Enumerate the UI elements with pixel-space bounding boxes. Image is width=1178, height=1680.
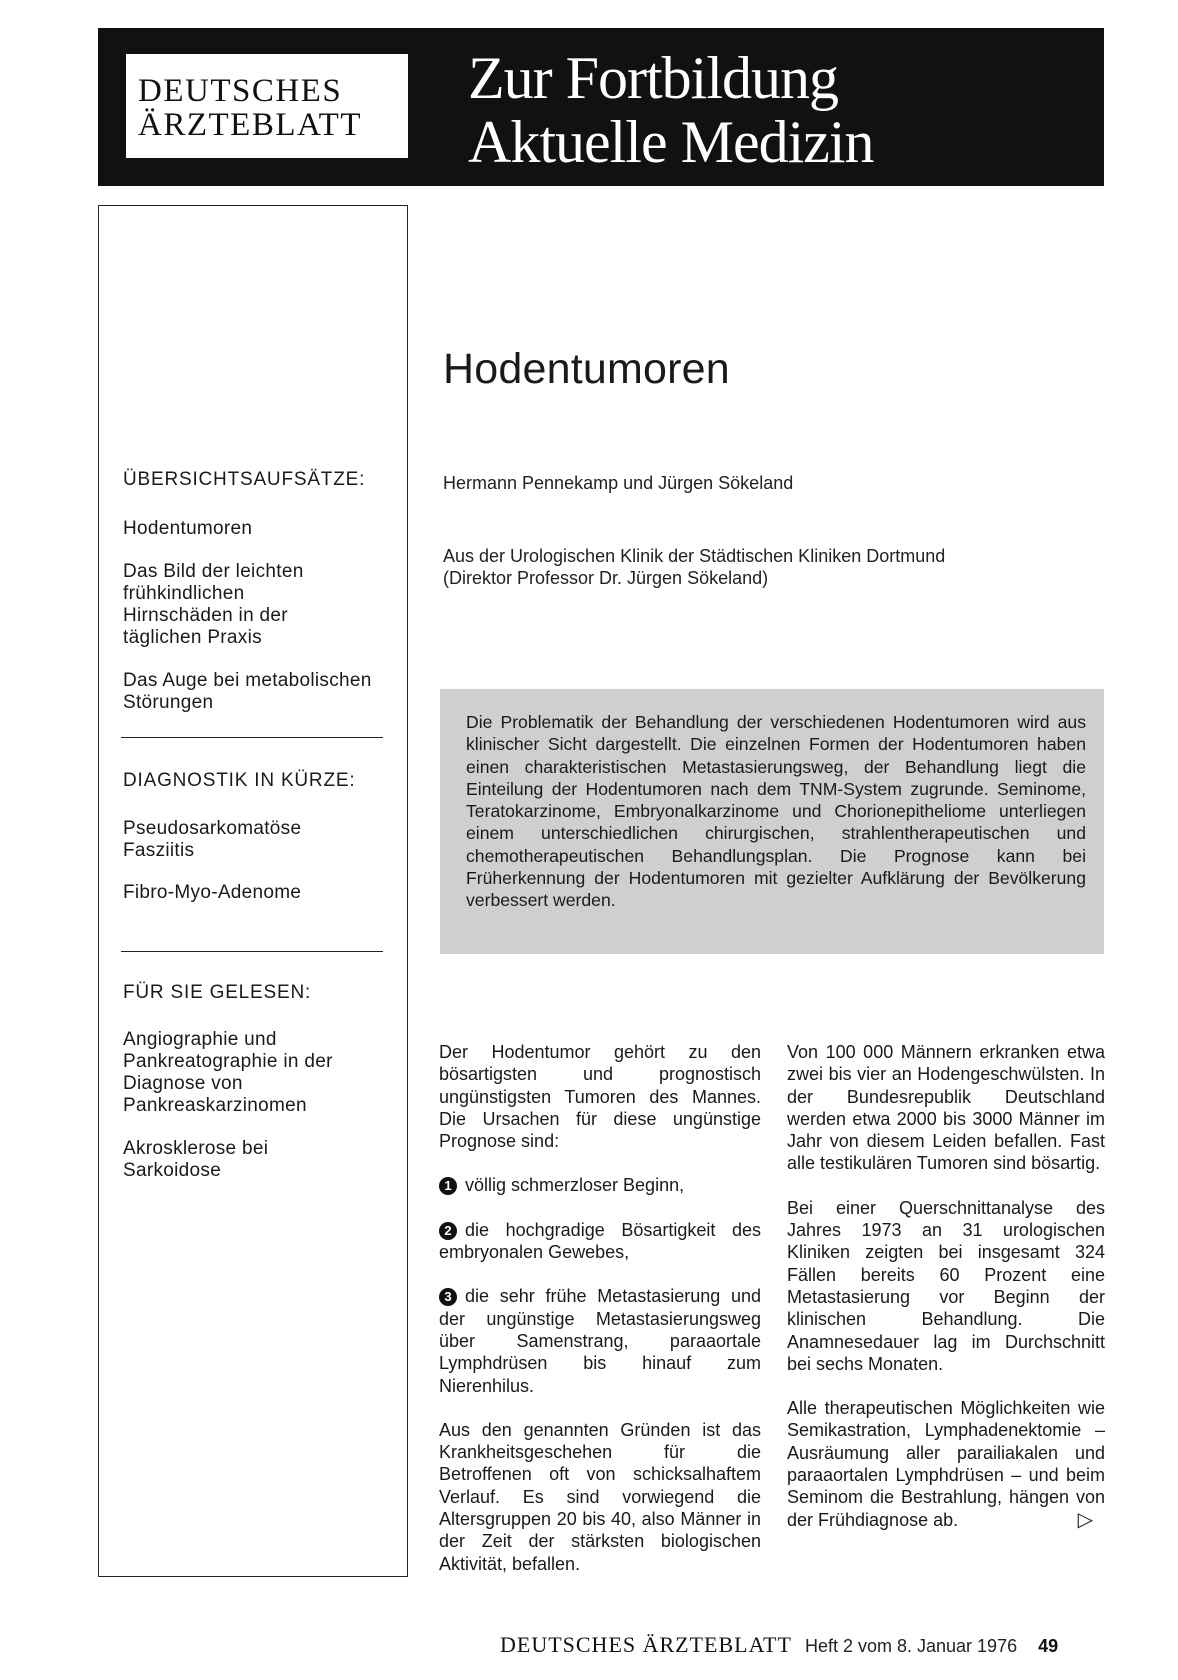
sidebar-item[interactable]: Angiographie und Pankreatographie in der Diagnose von Pankreaskarzinomen (123, 1029, 333, 1116)
sidebar-item[interactable]: Das Auge bei metabolischen Störungen (123, 670, 372, 713)
abstract-text: Die Problematik der Behandlung der verschiedenen Hodentumoren wird aus klinischer Sicht dargestellt. Die einzelnen Formen der Hodentumoren haben einen charakteristischen Metastasierungsweg, der Behandlung liegt die Einteilung der Hodentumoren nach dem TNM-System zugrunde. Seminome, Teratokarzinome, Embryonalkarzinome und Chorionepitheliome unterliegen einem unterschiedlichen chirurgischen, strahlentherapeutischen und chemotherapeutischen Behandlungsplan. Die Prognose kann bei Früherkennung der Hodentumoren mit gezielter Aufklärung der Bevölkerung verbessert werden. (466, 712, 1086, 911)
sidebar-divider (121, 951, 383, 952)
list-item-text: die sehr frühe Metastasierung und der ungünstige Metastasierungsweg über Samenstrang, paraaortale Lymphdrüsen bis hinauf zum Nierenhilus. (439, 1286, 761, 1396)
body-paragraph-text: Alle therapeutischen Möglichkeiten wie Semikastration, Lymphadenektomie – Ausräumung aller parailiakalen und paraaortalen Lymphdrüsen – und beim Seminom die Bestrahlung, hängen von der Frühdiagnose ab. (787, 1398, 1105, 1530)
footer-journal-name: DEUTSCHES ÄRZTEBLATT (500, 1632, 792, 1657)
abstract-box (440, 689, 1104, 954)
masthead-banner (98, 28, 1104, 186)
body-paragraph: Von 100 000 Männern erkranken etwa zwei bis vier an Hodengeschwülsten. In der Bundesrepublik Deutschland werden etwa 2000 bis 3000 Männer im Jahr von diesem Leiden befallen. Fast alle testikulären Tumoren sind bösartig. (787, 1042, 1105, 1174)
list-item (439, 1174, 761, 1196)
sidebar-item[interactable]: Hodentumoren (123, 518, 253, 539)
sidebar-item[interactable]: Pseudosarkomatöse Fasziitis (123, 818, 302, 861)
body-column-1 (439, 1041, 761, 1575)
page-number: 49 (1038, 1636, 1059, 1656)
list-item (439, 1219, 761, 1264)
masthead-title-2: Aktuelle Medizin (468, 109, 874, 175)
page-footer (500, 1632, 1058, 1658)
article-authors: Hermann Pennekamp und Jürgen Sökeland (443, 473, 794, 493)
contents-sidebar (98, 205, 408, 1577)
list-item (439, 1285, 761, 1396)
list-item-text: die hochgradige Bösartigkeit des embryonalen Gewebes, (439, 1219, 761, 1263)
body-paragraph: Aus den genannten Gründen ist das Krankheitsgeschehen für die Betroffenen oft von schicksalhaftem Verlauf. Es sind vorwiegend die Altersgruppen 20 bis 40, also Männer in der Zeit der stärksten biologischen Aktivität, befallen. (439, 1419, 761, 1574)
sidebar-heading-overview: ÜBERSICHTSAUFSÄTZE: (123, 469, 366, 490)
affiliation-line-2: (Direktor Professor Dr. Jürgen Sökeland) (443, 568, 769, 588)
sidebar-item[interactable]: Das Bild der leichten frühkindlichen Hirnschäden in der täglichen Praxis (123, 561, 304, 648)
intro-paragraph: Der Hodentumor gehört zu den bösartigsten und prognostisch ungünstigsten Tumoren des Mannes. Die Ursachen für diese ungünstige Prognose sind: (439, 1042, 761, 1152)
article-title: Hodentumoren (443, 345, 730, 393)
body-paragraph-final (787, 1397, 1105, 1531)
list-item-text: völlig schmerzloser Beginn, (465, 1175, 685, 1196)
sidebar-heading-diagnostics: DIAGNOSTIK IN KÜRZE: (123, 770, 356, 791)
affiliation-line-1: Aus der Urologischen Klinik der Städtischen Kliniken Dortmund (443, 546, 946, 566)
footer-issue: Heft 2 vom 8. Januar 1976 (804, 1636, 1018, 1656)
masthead-title-1: Zur Fortbildung (468, 45, 838, 111)
body-paragraph: Bei einer Querschnittanalyse des Jahres 1973 an 31 urologischen Kliniken zeigten bei insgesamt 324 Fällen bereits 60 Prozent eine Metastasierung vor Beginn der klinischen Behandlung. Die Anamnesedauer lag im Durchschnitt bei sechs Monaten. (787, 1197, 1105, 1374)
sidebar-divider (121, 737, 383, 738)
sidebar-item[interactable]: Akrosklerose bei Sarkoidose (123, 1138, 269, 1181)
body-column-2 (787, 1041, 1105, 1531)
logo-line-2: ÄRZTEBLATT (138, 107, 362, 143)
number-marker: 1 (439, 1177, 457, 1195)
logo-line-1: DEUTSCHES (138, 73, 343, 109)
number-marker: 3 (439, 1288, 457, 1306)
journal-logo (126, 54, 408, 158)
continue-arrow-icon[interactable]: ▷ (1077, 1508, 1093, 1531)
sidebar-item[interactable]: Fibro-Myo-Adenome (123, 882, 302, 903)
number-marker: 2 (439, 1222, 457, 1240)
sidebar-heading-read-for-you: FÜR SIE GELESEN: (123, 982, 312, 1003)
